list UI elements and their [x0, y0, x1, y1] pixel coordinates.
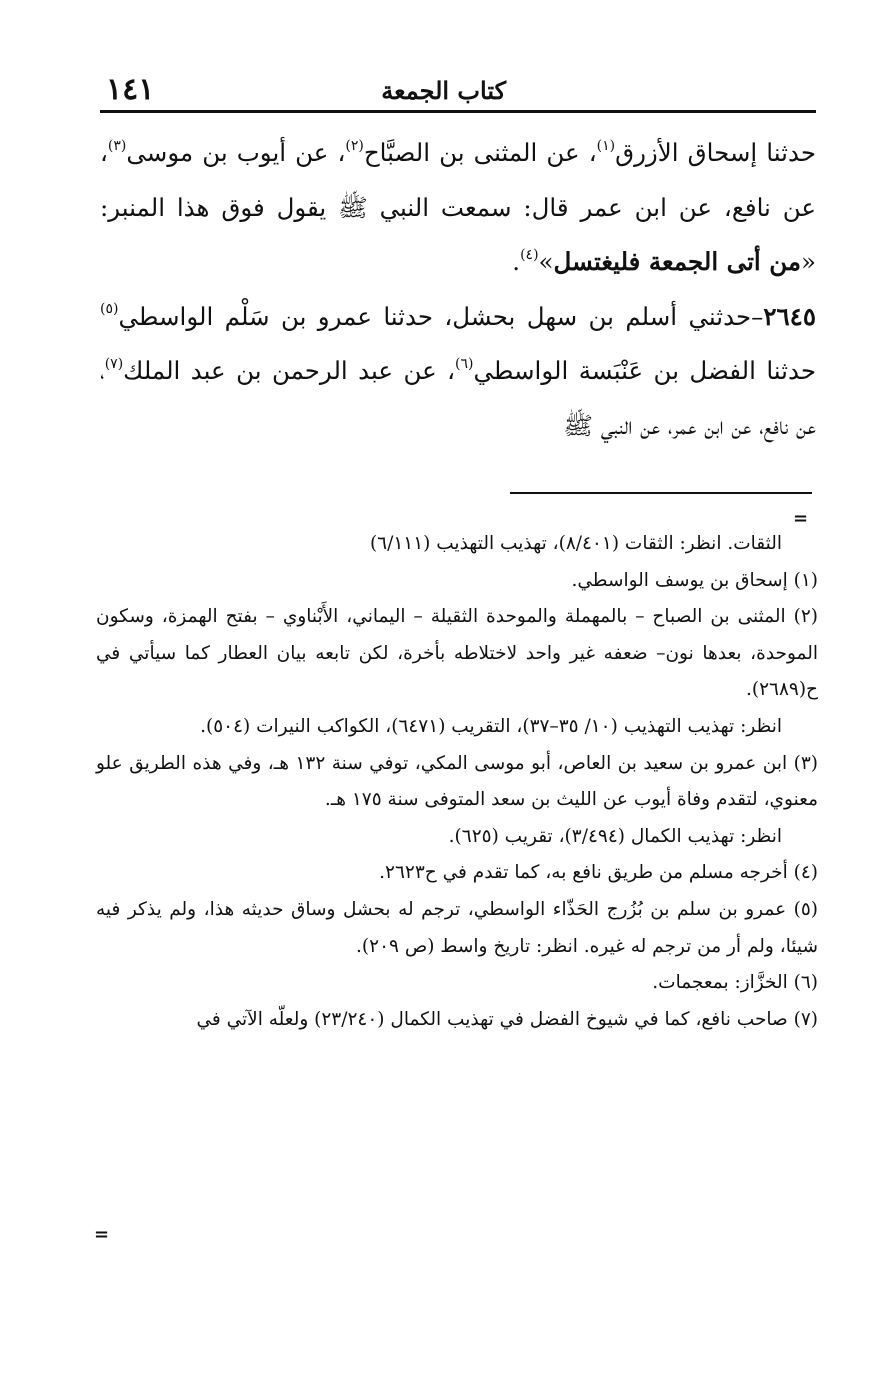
- text-run: ، عن نافع، عن ابن عمر، عن النبي ﷺ: [100, 356, 816, 440]
- footnote-3: (٣) ابن عمرو بن سعيد بن العاص، أبو موسى المكي، توفي سنة ١٣٢ هـ، وفي هذه الطريق علو معنوي، لتقدم وفاة أيوب عن الليث بن سعد المتوفى سنة ١٧٥ هـ.: [96, 752, 818, 811]
- footnote-2-refs: انظر: تهذيب التهذيب (١٠/ ٣٥–٣٧)، التقريب (٦٤٧١)، الكواكب النيرات (٥٠٤).: [200, 715, 782, 737]
- hadith-paragraph-1: [100, 126, 816, 290]
- text-run: حدثنا إسحاق الأزرق: [615, 138, 816, 167]
- footnote-separator: [510, 492, 812, 494]
- footnote-ref-5: (٥): [100, 301, 119, 318]
- text-run: ، عن نافع، عن ابن عمر قال: سمعت النبي ﷺ يقول فوق هذا المنبر: «: [100, 138, 816, 276]
- footnote-1: (١) إسحاق بن يوسف الواسطي.: [571, 569, 818, 591]
- text-run: .: [512, 247, 521, 276]
- footnote-ref-6: (٦): [455, 355, 474, 372]
- footnote-2: (٢) المثنى بن الصباح – بالمهملة والموحدة الثقيلة – اليماني، الأَبْناوي – بفتح الهمزة، وسكون الموحدة، بعدها نون– ضعفه غير واحد لاختلاطه بأخرة، لكن تابعه بيان العطار كما سيأتي في ح(٢٦٨٩).: [96, 606, 818, 701]
- continuation-mark-top: =: [793, 508, 809, 529]
- footnote-3-refs: انظر: تهذيب الكمال (٣/٤٩٤)، تقريب (٦٢٥).: [448, 825, 782, 847]
- footnote-6: (٦) الخزَّاز: بمعجمات.: [652, 972, 818, 994]
- header-rule: [100, 110, 816, 113]
- footnote-4: (٤) أخرجه مسلم من طريق نافع به، كما تقدم في ح٢٦٢٣.: [379, 862, 818, 884]
- chapter-title: كتاب الجمعة: [381, 76, 506, 105]
- text-run: »: [538, 247, 554, 276]
- hadith-paragraph-2: [100, 290, 816, 454]
- footnote-ref-4: (٤): [520, 246, 539, 263]
- page-number: ١٤١: [106, 72, 155, 107]
- footnote-7: (٧) صاحب نافع، كما في شيوخ الفضل في تهذيب الكمال (٢٣/٢٤٠) ولعلّه الآتي في: [196, 1008, 818, 1030]
- footnote-5: (٥) عمرو بن سلم بن بُزُرج الحَذّاء الواسطي، ترجم له بحشل وساق حديثه هذا، ولم يذكر فيه شيئا، ولم أر من ترجم له غيره. انظر: تاريخ واسط (ص ٢٠٩).: [96, 898, 818, 957]
- main-text: [100, 126, 816, 453]
- hadith-text: من أتى الجمعة فليغتسل: [553, 247, 801, 276]
- text-run: ، عن عبد الرحمن بن عبد الملك: [123, 356, 456, 385]
- page-header: [100, 72, 816, 110]
- hadith-number: ٢٦٤٥: [763, 301, 816, 331]
- footnote-ref-2: (٢): [345, 137, 364, 154]
- text-run: ، عن المثنى بن الصبَّاح: [363, 138, 597, 167]
- footnote-ref-7: (٧): [104, 355, 124, 372]
- footnote-ref-3: (٣): [107, 137, 127, 154]
- text-run: حدثنا الفضل بن عَنْبَسة الواسطي: [473, 356, 816, 385]
- continuation-mark-bottom: =: [94, 1224, 110, 1245]
- text-run: ، عن أيوب بن موسى: [126, 138, 346, 167]
- footnote-ref-1: (١): [596, 137, 616, 154]
- footnotes: [96, 526, 818, 1038]
- footnote-continuation: الثقات. انظر: الثقات (٨/٤٠١)، تهذيب التهذيب (٦/١١١): [369, 533, 782, 554]
- text-run: –حدثني أسلم بن سهل بحشل، حدثنا عمرو بن سَلْم الواسطي: [118, 301, 764, 331]
